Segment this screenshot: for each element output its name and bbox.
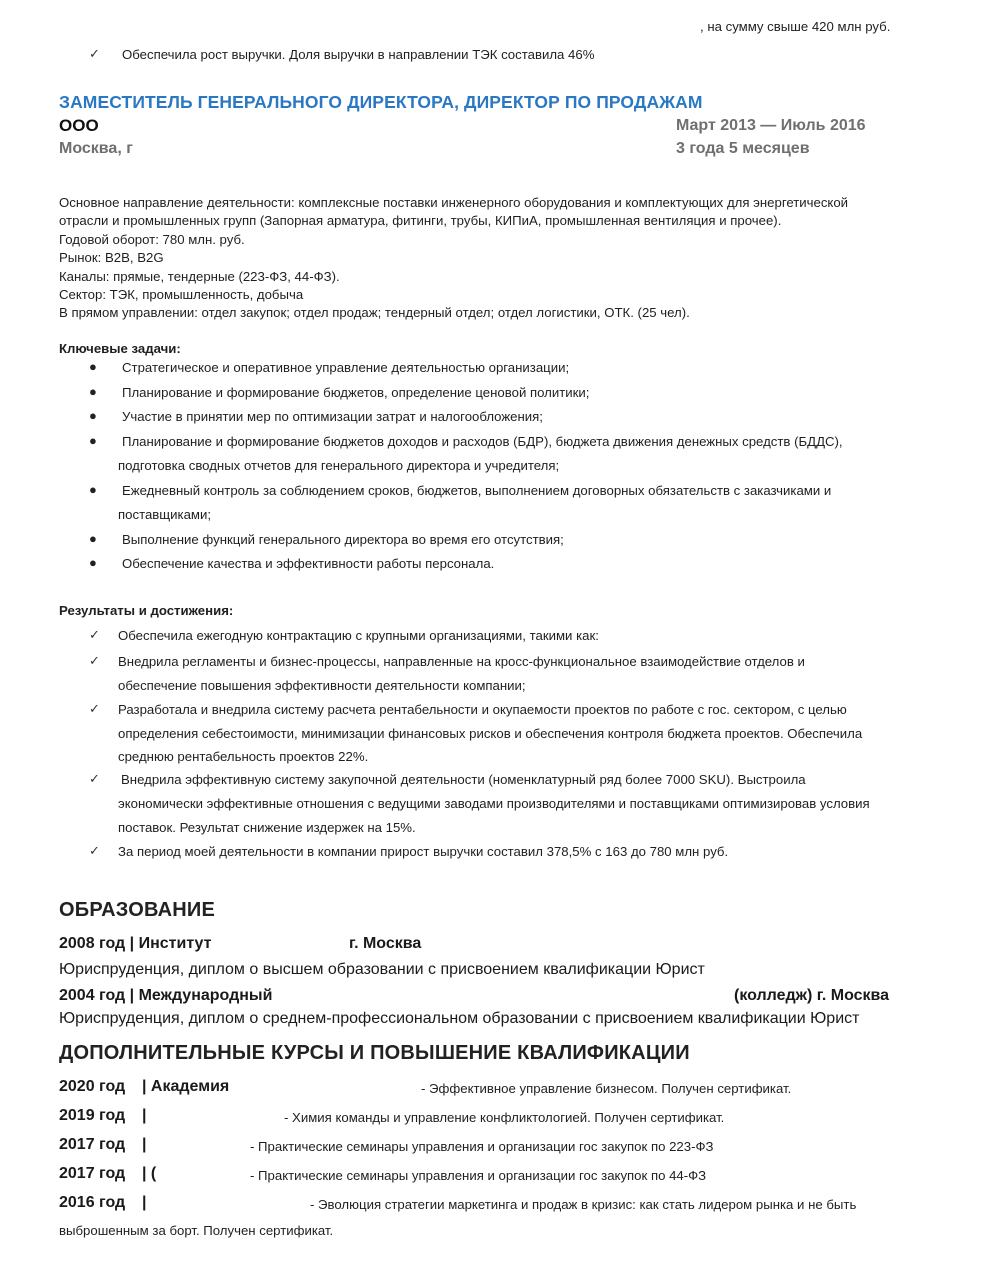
course-year: 2017 год bbox=[59, 1136, 126, 1153]
job-city: Москва, г bbox=[59, 140, 133, 157]
job-title: ЗАМЕСТИТЕЛЬ ГЕНЕРАЛЬНОГО ДИРЕКТОРА, ДИРЕКТОР ПО ПРОДАЖАМ bbox=[59, 92, 703, 112]
result-item-continuation: поставок. Результат снижение издержек на 15%. bbox=[118, 820, 416, 835]
check-icon: ✓ bbox=[89, 46, 100, 61]
previous-job-achievement: Обеспечила рост выручки. Доля выручки в направлении ТЭК составила 46% bbox=[122, 47, 595, 62]
job-description-line: Рынок: В2В, В2G bbox=[59, 250, 164, 265]
job-description-line: В прямом управлении: отдел закупок; отдел продаж; тендерный отдел; отдел логистики, ОТК. (25 чел). bbox=[59, 305, 690, 320]
check-icon: ✓ bbox=[89, 701, 100, 716]
education-description: Юриспруденция, диплом о среднем-профессиональном образовании с присвоением квалификации Юрист bbox=[59, 1010, 860, 1027]
task-item: Обеспечение качества и эффективности работы персонала. bbox=[122, 556, 495, 571]
job-description-line: Сектор: ТЭК, промышленность, добыча bbox=[59, 287, 304, 302]
task-item-continuation: подготовка сводных отчетов для генерального директора и учредителя; bbox=[118, 458, 560, 473]
job-description-line: Годовой оборот: 780 млн. руб. bbox=[59, 232, 245, 247]
task-item: Участие в принятии мер по оптимизации затрат и налогообложения; bbox=[122, 409, 543, 424]
check-icon: ✓ bbox=[89, 627, 100, 642]
result-item-continuation: определения себестоимости, минимизации финансовых рисков и обеспечения контроля бюджета проектов. Обеспечила bbox=[118, 726, 863, 741]
course-organization: | ( bbox=[142, 1165, 157, 1182]
task-item: Выполнение функций генерального директора во время его отсутствия; bbox=[122, 532, 564, 547]
course-description: - Химия команды и управление конфликтологией. Получен сертификат. bbox=[284, 1110, 725, 1125]
bullet-icon: ● bbox=[89, 555, 97, 570]
course-description: - Эволюция стратегии маркетинга и продаж в кризис: как стать лидером рынка и не быть bbox=[310, 1197, 857, 1212]
education-year-institution: 2008 год | Институт bbox=[59, 935, 212, 952]
course-description: - Практические семинары управления и организации гос закупок по 44-ФЗ bbox=[250, 1168, 707, 1183]
course-description: - Практические семинары управления и организации гос закупок по 223-ФЗ bbox=[250, 1139, 714, 1154]
bullet-icon: ● bbox=[89, 408, 97, 423]
education-location: г. Москва bbox=[349, 935, 422, 952]
course-organization: | Академия bbox=[142, 1078, 230, 1095]
bullet-icon: ● bbox=[89, 482, 97, 497]
bullet-icon: ● bbox=[89, 384, 97, 399]
result-item-continuation: экономически эффективные отношения с ведущими заводами производителями и поставщиками оптимизировав условия bbox=[118, 796, 870, 811]
check-icon: ✓ bbox=[89, 843, 100, 858]
job-duration: 3 года 5 месяцев bbox=[676, 140, 810, 157]
task-item: Стратегическое и оперативное управление деятельностью организации; bbox=[122, 360, 570, 375]
courses-heading: ДОПОЛНИТЕЛЬНЫЕ КУРСЫ И ПОВЫШЕНИЕ КВАЛИФИКАЦИИ bbox=[59, 1042, 690, 1064]
results-heading: Результаты и достижения: bbox=[59, 603, 234, 618]
task-item-continuation: поставщиками; bbox=[118, 507, 212, 522]
result-item-continuation: обеспечение повышения эффективности деятельности компании; bbox=[118, 678, 526, 693]
result-item: Разработала и внедрила систему расчета рентабельности и окупаемости проектов по работе с гос. сектором, с целью bbox=[118, 702, 847, 717]
education-year-institution: 2004 год | Международный bbox=[59, 987, 273, 1004]
result-item: Обеспечила ежегодную контрактацию с крупными организациями, такими как: bbox=[118, 628, 599, 643]
course-year: 2019 год bbox=[59, 1107, 126, 1124]
course-organization: | bbox=[142, 1136, 147, 1153]
course-year: 2020 год bbox=[59, 1078, 126, 1095]
job-description-line: отрасли и промышленных групп (Запорная арматура, фитинги, трубы, КИПиА, промышленная вентиляция и прочее). bbox=[59, 213, 782, 228]
previous-job-tail: , на сумму свыше 420 млн руб. bbox=[700, 19, 891, 34]
job-period: Март 2013 — Июль 2016 bbox=[676, 117, 866, 134]
job-description-line: Каналы: прямые, тендерные (223-ФЗ, 44-ФЗ). bbox=[59, 269, 340, 284]
result-item: Внедрила эффективную систему закупочной деятельности (номенклатурный ряд более 7000 SKU). Выстроила bbox=[121, 772, 806, 787]
course-description: - Эффективное управление бизнесом. Получен сертификат. bbox=[421, 1081, 792, 1096]
course-organization: | bbox=[142, 1107, 147, 1124]
education-description: Юриспруденция, диплом о высшем образовании с присвоением квалификации Юрист bbox=[59, 961, 705, 978]
course-year: 2016 год bbox=[59, 1194, 126, 1211]
tasks-heading: Ключевые задачи: bbox=[59, 341, 181, 356]
result-item: Внедрила регламенты и бизнес-процессы, направленные на кросс-функциональное взаимодействие отделов и bbox=[118, 654, 805, 669]
bullet-icon: ● bbox=[89, 531, 97, 546]
task-item: Ежедневный контроль за соблюдением сроков, бюджетов, выполнением договорных обязательств с заказчиками и bbox=[122, 483, 832, 498]
course-organization: | bbox=[142, 1194, 147, 1211]
course-description-continuation: выброшенным за борт. Получен сертификат. bbox=[59, 1223, 334, 1238]
task-item: Планирование и формирование бюджетов, определение ценовой политики; bbox=[122, 385, 590, 400]
job-description-line: Основное направление деятельности: комплексные поставки инженерного оборудования и комплектующих для энергетической bbox=[59, 195, 849, 210]
result-item: За период моей деятельности в компании прирост выручки составил 378,5% с 163 до 780 млн руб. bbox=[118, 844, 729, 859]
bullet-icon: ● bbox=[89, 359, 97, 374]
check-icon: ✓ bbox=[89, 653, 100, 668]
course-year: 2017 год bbox=[59, 1165, 126, 1182]
bullet-icon: ● bbox=[89, 433, 97, 448]
result-item-continuation: среднюю рентабельность проектов 22%. bbox=[118, 749, 369, 764]
check-icon: ✓ bbox=[89, 771, 100, 786]
education-heading: ОБРАЗОВАНИЕ bbox=[59, 899, 216, 921]
company-name: ООО bbox=[59, 116, 99, 135]
task-item: Планирование и формирование бюджетов доходов и расходов (БДР), бюджета движения денежных средств (БДДС), bbox=[122, 434, 843, 449]
education-location: (колледж) г. Москва bbox=[734, 987, 890, 1004]
